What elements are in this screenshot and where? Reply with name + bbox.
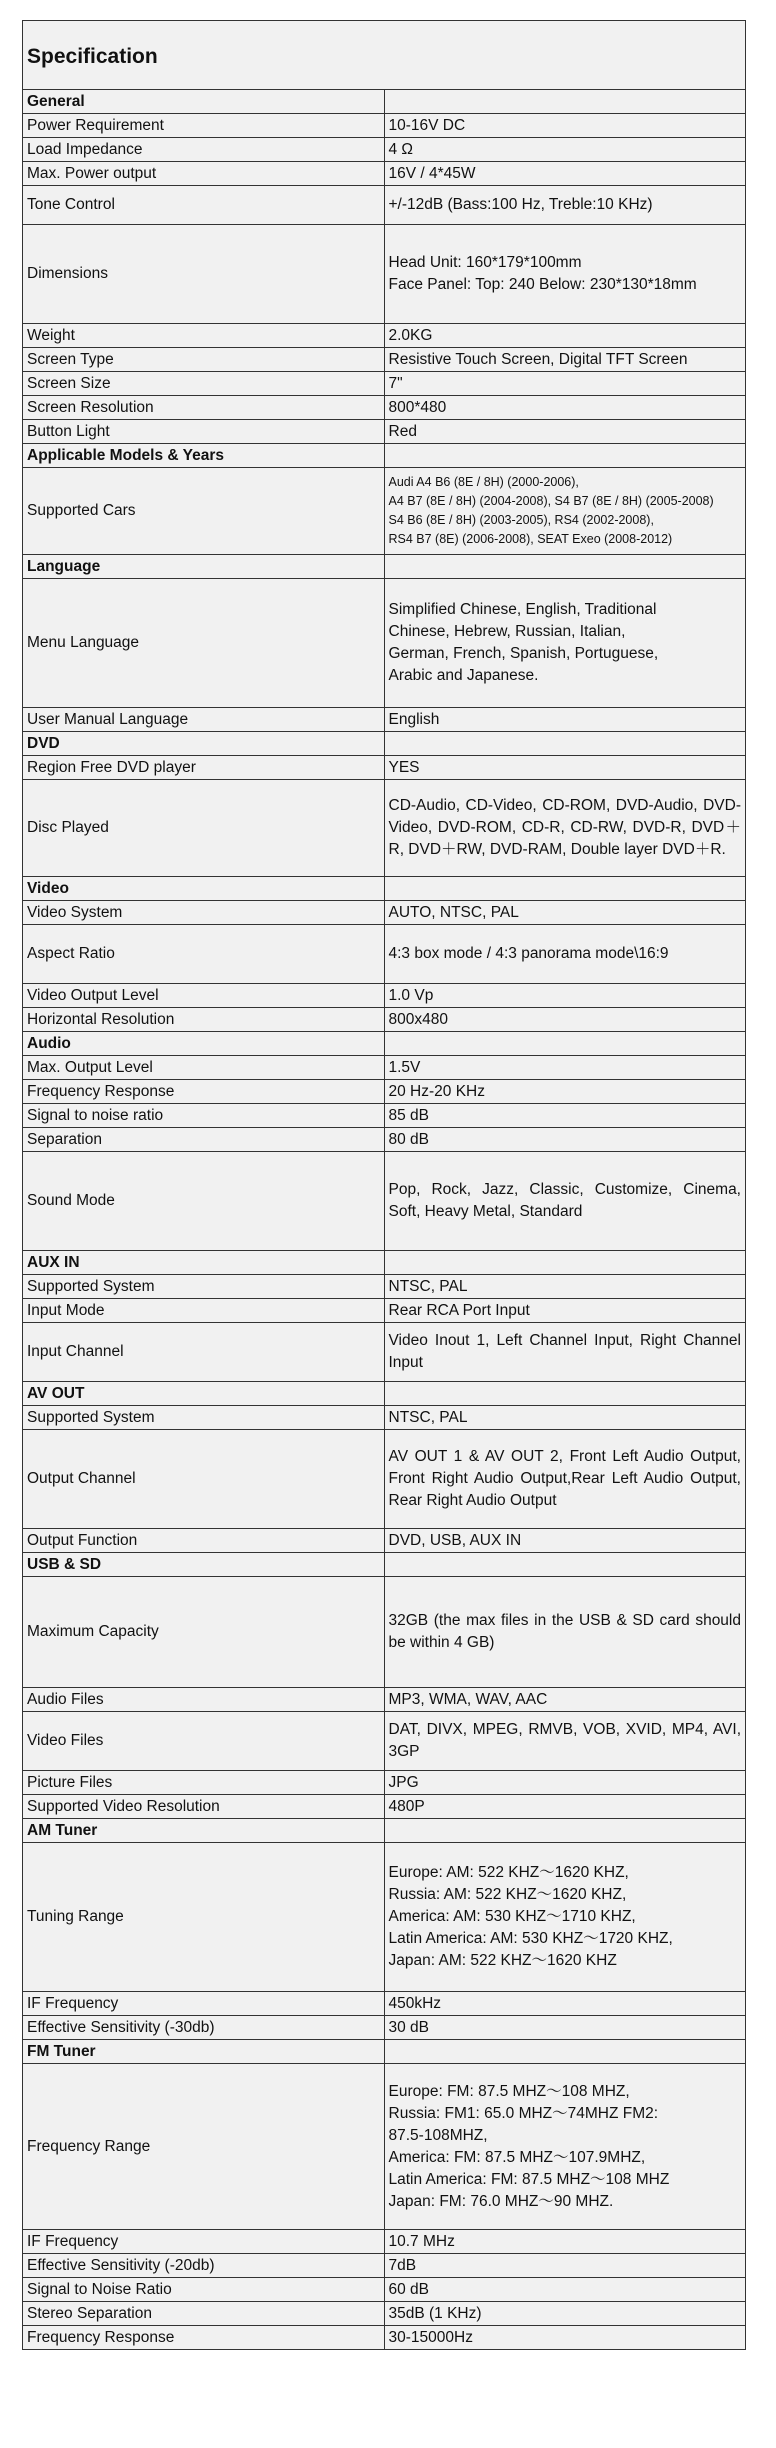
spec-value: 30 dB (384, 2016, 746, 2040)
spec-value: 7dB (384, 2254, 746, 2278)
spec-label: Load Impedance (23, 138, 385, 162)
spec-value: 85 dB (384, 1104, 746, 1128)
spec-label: Supported System (23, 1406, 385, 1430)
spec-row (23, 1299, 746, 1323)
section-header-audio (23, 1032, 746, 1056)
spec-value: 1.0 Vp (384, 984, 746, 1008)
specification-sheet (22, 20, 746, 2350)
spec-row (23, 1008, 746, 1032)
section-value (384, 90, 746, 114)
spec-label: Video Output Level (23, 984, 385, 1008)
spec-label: Supported Cars (23, 468, 385, 555)
section-value (384, 555, 746, 579)
spec-row (23, 1529, 746, 1553)
spec-label: Separation (23, 1128, 385, 1152)
spec-value: Audi A4 B6 (8E / 8H) (2000-2006), A4 B7 (8E / 8H) (2004-2008), S4 B7 (8E / 8H) (2005-2008) S4 B6 (8E / 8H) (2003-2005), RS4 (2002-2008), RS4 B7 (8E) (2006-2008), SEAT Exeo (2008-2012) (384, 468, 746, 555)
spec-row (23, 2254, 746, 2278)
section-title: Language (23, 555, 385, 579)
spec-row (23, 324, 746, 348)
spec-row (23, 114, 746, 138)
spec-row (23, 901, 746, 925)
section-value (384, 1032, 746, 1056)
spec-value: Resistive Touch Screen, Digital TFT Screen (384, 348, 746, 372)
spec-label: Audio Files (23, 1688, 385, 1712)
section-value (384, 732, 746, 756)
spec-label: Dimensions (23, 225, 385, 324)
spec-value: 16V / 4*45W (384, 162, 746, 186)
spec-value: Pop, Rock, Jazz, Classic, Customize, Cinema, Soft, Heavy Metal, Standard (384, 1152, 746, 1251)
spec-value: 4 Ω (384, 138, 746, 162)
section-title: FM Tuner (23, 2040, 385, 2064)
spec-row (23, 1688, 746, 1712)
spec-row (23, 1771, 746, 1795)
spec-row (23, 1712, 746, 1771)
spec-value: 80 dB (384, 1128, 746, 1152)
page-title: Specification (23, 21, 746, 90)
section-title: AM Tuner (23, 1819, 385, 1843)
section-value (384, 1382, 746, 1406)
spec-row (23, 2230, 746, 2254)
section-title: Video (23, 877, 385, 901)
spec-value: Head Unit: 160*179*100mm Face Panel: Top: 240 Below: 230*130*18mm (384, 225, 746, 324)
spec-row (23, 708, 746, 732)
spec-label: Disc Played (23, 780, 385, 877)
spec-row (23, 1080, 746, 1104)
spec-value: JPG (384, 1771, 746, 1795)
spec-row (23, 1992, 746, 2016)
spec-label: Frequency Range (23, 2064, 385, 2230)
spec-value: 35dB (1 KHz) (384, 2302, 746, 2326)
spec-row (23, 1104, 746, 1128)
spec-row (23, 420, 746, 444)
section-header-applicable-models-years (23, 444, 746, 468)
spec-value: Europe: AM: 522 KHZ～1620 KHZ, Russia: AM: 522 KHZ～1620 KHZ, America: AM: 530 KHZ～1710 KHZ, Latin America: AM: 530 KHZ～1720 KHZ, Japan: AM: 522 KHZ～1620 KHZ (384, 1843, 746, 1992)
spec-row (23, 780, 746, 877)
spec-label: Output Channel (23, 1430, 385, 1529)
section-header-fm-tuner (23, 2040, 746, 2064)
spec-label: Signal to noise ratio (23, 1104, 385, 1128)
section-header-video (23, 877, 746, 901)
spec-value: Rear RCA Port Input (384, 1299, 746, 1323)
section-header-dvd (23, 732, 746, 756)
spec-row (23, 2016, 746, 2040)
spec-label: Stereo Separation (23, 2302, 385, 2326)
spec-row (23, 1128, 746, 1152)
section-header-av-out (23, 1382, 746, 1406)
spec-row (23, 925, 746, 984)
spec-row (23, 468, 746, 555)
spec-label: Screen Size (23, 372, 385, 396)
spec-value: DAT, DIVX, MPEG, RMVB, VOB, XVID, MP4, AVI, 3GP (384, 1712, 746, 1771)
spec-row (23, 162, 746, 186)
spec-value: 60 dB (384, 2278, 746, 2302)
spec-value: YES (384, 756, 746, 780)
spec-label: Max. Output Level (23, 1056, 385, 1080)
spec-value: 4:3 box mode / 4:3 panorama mode\16:9 (384, 925, 746, 984)
spec-label: Region Free DVD player (23, 756, 385, 780)
section-title: General (23, 90, 385, 114)
spec-value: 20 Hz-20 KHz (384, 1080, 746, 1104)
spec-row (23, 1056, 746, 1080)
spec-value: 10-16V DC (384, 114, 746, 138)
spec-row (23, 1152, 746, 1251)
spec-row (23, 1323, 746, 1382)
spec-value: AV OUT 1 & AV OUT 2, Front Left Audio Output, Front Right Audio Output,Rear Left Audio Output, Rear Right Audio Output (384, 1430, 746, 1529)
spec-value: 450kHz (384, 1992, 746, 2016)
section-value (384, 1819, 746, 1843)
spec-label: IF Frequency (23, 1992, 385, 2016)
spec-row (23, 984, 746, 1008)
spec-label: User Manual Language (23, 708, 385, 732)
section-title: Audio (23, 1032, 385, 1056)
spec-label: Effective Sensitivity (-20db) (23, 2254, 385, 2278)
spec-label: Tuning Range (23, 1843, 385, 1992)
spec-row (23, 1430, 746, 1529)
spec-label: Video System (23, 901, 385, 925)
section-title: USB & SD (23, 1553, 385, 1577)
spec-label: Tone Control (23, 186, 385, 225)
spec-value: NTSC, PAL (384, 1406, 746, 1430)
spec-value: Red (384, 420, 746, 444)
spec-value: +/-12dB (Bass:100 Hz, Treble:10 KHz) (384, 186, 746, 225)
spec-value: Video Inout 1, Left Channel Input, Right Channel Input (384, 1323, 746, 1382)
spec-label: Aspect Ratio (23, 925, 385, 984)
section-title: DVD (23, 732, 385, 756)
spec-row (23, 186, 746, 225)
spec-value: 7" (384, 372, 746, 396)
spec-value: 30-15000Hz (384, 2326, 746, 2350)
section-value (384, 444, 746, 468)
spec-row (23, 2326, 746, 2350)
section-value (384, 1553, 746, 1577)
spec-label: Menu Language (23, 579, 385, 708)
spec-row (23, 225, 746, 324)
section-header-general (23, 90, 746, 114)
section-header-am-tuner (23, 1819, 746, 1843)
title-row (23, 21, 746, 90)
spec-label: Button Light (23, 420, 385, 444)
spec-value: Simplified Chinese, English, Traditional Chinese, Hebrew, Russian, Italian, German, French, Spanish, Portuguese, Arabic and Japanese. (384, 579, 746, 708)
spec-row (23, 348, 746, 372)
spec-row (23, 1406, 746, 1430)
spec-label: Supported System (23, 1275, 385, 1299)
spec-label: Frequency Response (23, 1080, 385, 1104)
spec-row (23, 756, 746, 780)
section-title: AV OUT (23, 1382, 385, 1406)
spec-label: Weight (23, 324, 385, 348)
spec-row (23, 2278, 746, 2302)
spec-value: MP3, WMA, WAV, AAC (384, 1688, 746, 1712)
spec-label: Signal to Noise Ratio (23, 2278, 385, 2302)
spec-row (23, 372, 746, 396)
spec-label: Screen Type (23, 348, 385, 372)
spec-label: Frequency Response (23, 2326, 385, 2350)
spec-label: Input Channel (23, 1323, 385, 1382)
spec-label: Maximum Capacity (23, 1577, 385, 1688)
spec-value: CD-Audio, CD-Video, CD-ROM, DVD-Audio, DVD-Video, DVD-ROM, CD-R, CD-RW, DVD-R, DVD＋R, DVD＋RW, DVD-RAM, Double layer DVD＋R. (384, 780, 746, 877)
spec-value: 10.7 MHz (384, 2230, 746, 2254)
spec-value: Europe: FM: 87.5 MHZ～108 MHZ, Russia: FM1: 65.0 MHZ～74MHZ FM2: 87.5-108MHZ, America: FM: 87.5 MHZ～107.9MHZ, Latin America: FM: 87.5 MHZ～108 MHZ Japan: FM: 76.0 MHZ～90 MHZ. (384, 2064, 746, 2230)
section-header-language (23, 555, 746, 579)
spec-row (23, 2302, 746, 2326)
spec-value: 2.0KG (384, 324, 746, 348)
spec-label: Supported Video Resolution (23, 1795, 385, 1819)
spec-label: Power Requirement (23, 114, 385, 138)
section-title: AUX IN (23, 1251, 385, 1275)
spec-row (23, 138, 746, 162)
spec-row (23, 1275, 746, 1299)
spec-value: NTSC, PAL (384, 1275, 746, 1299)
spec-label: Input Mode (23, 1299, 385, 1323)
spec-label: Picture Files (23, 1771, 385, 1795)
spec-row (23, 579, 746, 708)
spec-row (23, 1577, 746, 1688)
section-value (384, 1251, 746, 1275)
spec-label: Video Files (23, 1712, 385, 1771)
spec-label: Horizontal Resolution (23, 1008, 385, 1032)
spec-value: DVD, USB, AUX IN (384, 1529, 746, 1553)
spec-label: Max. Power output (23, 162, 385, 186)
spec-value: 1.5V (384, 1056, 746, 1080)
spec-row (23, 2064, 746, 2230)
spec-label: IF Frequency (23, 2230, 385, 2254)
section-value (384, 877, 746, 901)
spec-label: Sound Mode (23, 1152, 385, 1251)
section-header-usb-sd (23, 1553, 746, 1577)
spec-value: 32GB (the max files in the USB & SD card should be within 4 GB) (384, 1577, 746, 1688)
spec-table (22, 20, 746, 2350)
section-title: Applicable Models & Years (23, 444, 385, 468)
spec-row (23, 1795, 746, 1819)
spec-value: 800*480 (384, 396, 746, 420)
spec-row (23, 1843, 746, 1992)
spec-value: 480P (384, 1795, 746, 1819)
spec-label: Screen Resolution (23, 396, 385, 420)
spec-label: Output Function (23, 1529, 385, 1553)
spec-row (23, 396, 746, 420)
spec-label: Effective Sensitivity (-30db) (23, 2016, 385, 2040)
spec-value: 800x480 (384, 1008, 746, 1032)
spec-value: English (384, 708, 746, 732)
spec-value: AUTO, NTSC, PAL (384, 901, 746, 925)
section-value (384, 2040, 746, 2064)
section-header-aux-in (23, 1251, 746, 1275)
